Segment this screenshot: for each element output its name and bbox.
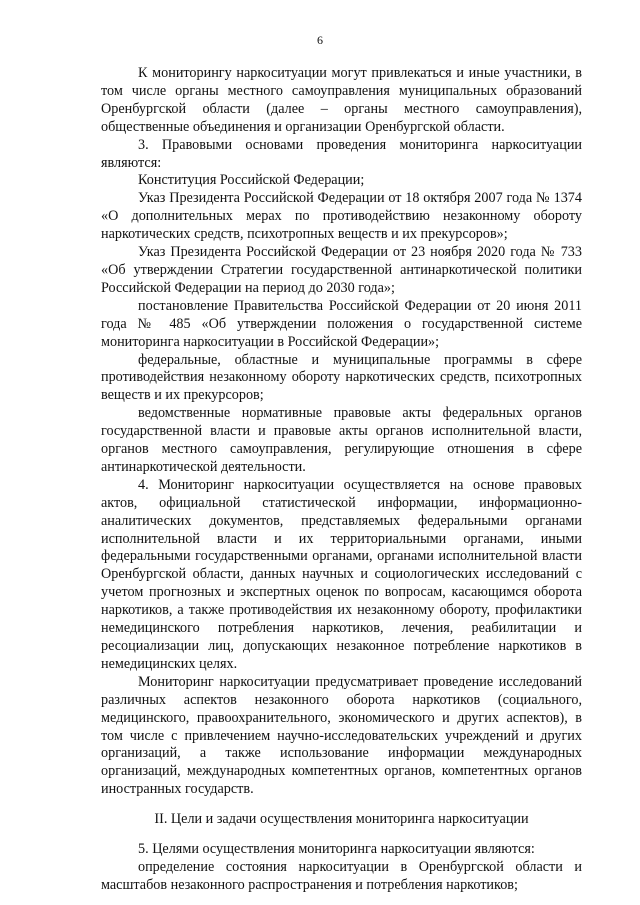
- paragraph-decree-1374: Указ Президента Российской Федерации от 18 октября 2007 года № 1374 «О дополнительных мерах по противодействию незаконному обороту наркотических средств, психотропных веществ и их прекурсоров»;: [101, 190, 582, 243]
- page-number: 6: [317, 33, 323, 47]
- paragraph-participants: К мониторингу наркоситуации могут привлекаться и иные участники, в том числе органы местного самоуправления муниципальных образований Оренбургской области (далее – органы местного самоуправления), общественные объединения и организации Оренбургской области.: [101, 65, 582, 135]
- paragraph-decree-733: Указ Президента Российской Федерации от 23 ноября 2020 года № 733 «Об утверждении Стратегии государственной антинаркотической политики Российской Федерации на период до 2030 года»;: [101, 244, 582, 296]
- paragraph-monitoring-basis: 4. Мониторинг наркоситуации осуществляется на основе правовых актов, официальной статистической информации, информационно-аналитических документов, представляемых федеральными органами исполнительной власти и их территориальными органами, иными федеральными государственными органами, органами исполнительной власти Оренбургской области, данных научных и социологических исследований с учетом прогнозных и экспертных оценок по вопросам, касающимся оборота наркотиков, а также противодействия их незаконному обороту, профилактики немедицинского потребления наркотиков, лечения, реабилитации и ресоциализации лиц, допускающих незаконное потребление наркотиков в немедицинских целях.: [101, 476, 582, 672]
- paragraph-goal-determination: определение состояния наркоситуации в Оренбургской области и масштабов незаконного распространения и потребления наркотиков;: [101, 858, 582, 893]
- document-body: [101, 65, 582, 895]
- paragraph-resolution-485: постановление Правительства Российской Федерации от 20 июня 2011 года № 485 «Об утверждении положения о государственной системе мониторинга наркоситуации в Российской Федерации»;: [101, 297, 582, 350]
- paragraph-goals: 5. Целями осуществления мониторинга наркоситуации являются:: [138, 841, 535, 858]
- paragraph-programs: федеральные, областные и муниципальные программы в сфере противодействия незаконному обороту наркотических средств, психотропных веществ и их прекурсоров;: [101, 351, 582, 404]
- section-heading: II. Цели и задачи осуществления мониторинга наркоситуации: [154, 811, 529, 828]
- paragraph-legal-basis: 3. Правовыми основами проведения мониторинга наркоситуации являются:: [101, 136, 582, 171]
- paragraph-research: Мониторинг наркоситуации предусматривает проведение исследований различных аспектов незаконного оборота наркотиков (социального, медицинского, правоохранительного, экономического и других аспектов), в том числе с привлечением научно-исследовательских учреждений и других организаций, а также использование информации международных организаций, международных компетентных органов, компетентных органов иностранных государств.: [101, 673, 582, 798]
- paragraph-constitution: Конституция Российской Федерации;: [138, 172, 365, 189]
- paragraph-departmental-acts: ведомственные нормативные правовые акты федеральных органов государственной власти и правовые акты органов исполнительной власти, органов местного самоуправления, регулирующие отношения в сфере антинаркотической деятельности.: [101, 405, 582, 475]
